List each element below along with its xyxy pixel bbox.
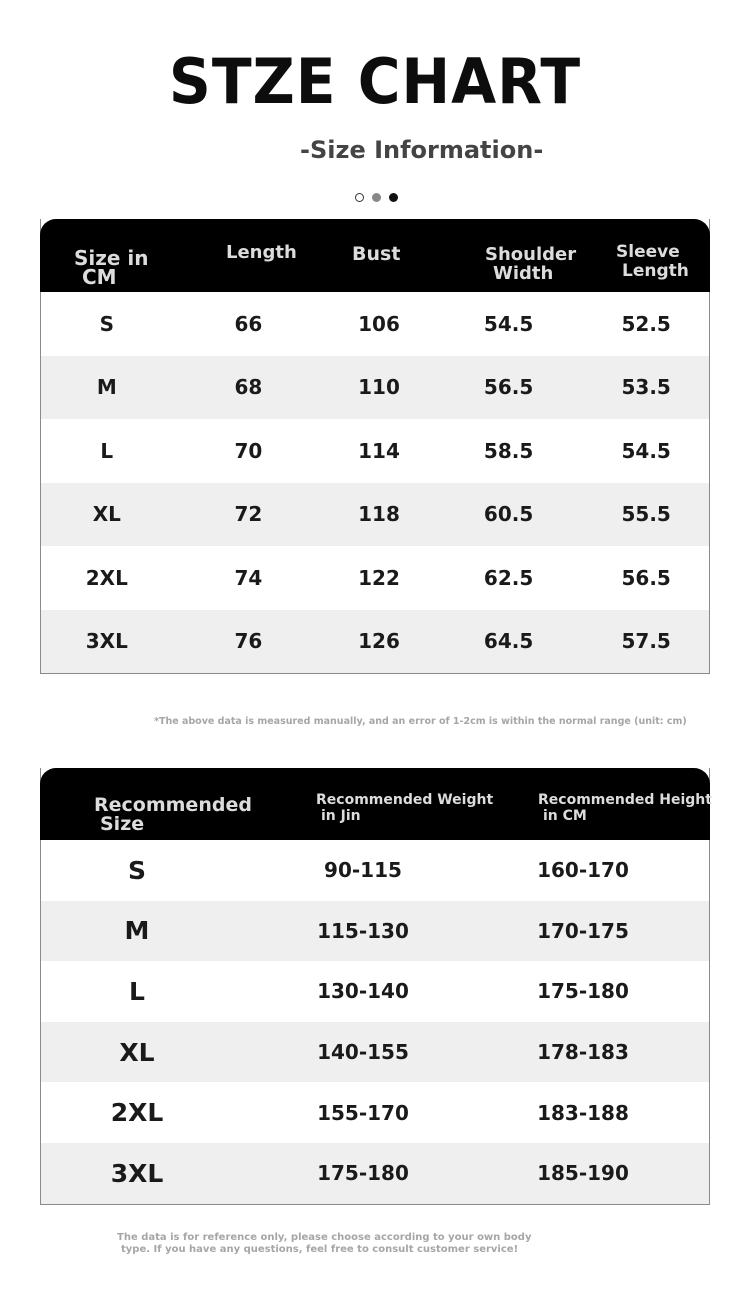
table-row bbox=[41, 961, 709, 1022]
table-row bbox=[41, 356, 709, 420]
page-title: STZE CHART bbox=[168, 45, 582, 118]
page-subtitle: -Size Information- bbox=[300, 136, 544, 164]
table-cell: 115-130 bbox=[317, 918, 409, 943]
header-length bbox=[226, 243, 297, 262]
table-cell: 54.5 bbox=[621, 438, 671, 463]
table-row bbox=[41, 483, 709, 547]
dot-indicator bbox=[355, 193, 364, 202]
measurement-note: *The above data is measured manually, and an error of 1-2cm is within the normal range (unit: cm) bbox=[154, 716, 687, 727]
table-cell: 56.5 bbox=[621, 565, 671, 590]
header-size bbox=[74, 246, 149, 289]
table-cell: 3XL bbox=[85, 629, 128, 654]
reference-note-line2: type. If you have any questions, feel free to consult customer service! bbox=[121, 1244, 519, 1255]
carousel-dots bbox=[355, 193, 398, 202]
recommend-table bbox=[40, 768, 710, 1205]
table-cell: 126 bbox=[358, 629, 400, 654]
table-cell: 70 bbox=[234, 438, 263, 463]
header-sleeve-length bbox=[616, 243, 689, 281]
header-recommended-size bbox=[94, 796, 252, 834]
table-cell: 62.5 bbox=[483, 565, 534, 590]
header-length-line1: Length bbox=[226, 242, 297, 263]
header-rec-size-line1: Recommended bbox=[94, 794, 252, 816]
table-row bbox=[41, 840, 709, 901]
table-cell: 106 bbox=[358, 311, 400, 336]
table-cell: 60.5 bbox=[483, 502, 534, 527]
table-cell: 118 bbox=[358, 502, 400, 527]
recommend-table-header bbox=[40, 768, 710, 840]
table-cell: 72 bbox=[234, 502, 263, 527]
table-cell: 54.5 bbox=[483, 311, 534, 336]
table-cell: 55.5 bbox=[621, 502, 671, 527]
table-cell: 170-175 bbox=[537, 918, 629, 943]
header-bust bbox=[352, 245, 400, 264]
table-cell: XL bbox=[119, 1037, 155, 1067]
table-cell: 56.5 bbox=[483, 375, 534, 400]
header-recommended-weight bbox=[316, 792, 493, 824]
header-size-line1: Size in bbox=[74, 246, 149, 270]
table-cell: 52.5 bbox=[621, 311, 671, 336]
recommend-table-body bbox=[41, 840, 709, 1204]
header-rec-weight-line1: Recommended Weight bbox=[316, 792, 494, 808]
header-rec-size-line2: Size bbox=[100, 813, 145, 835]
header-sleeve-line2: Length bbox=[622, 261, 689, 281]
header-rec-height-line1: Recommended Height bbox=[538, 792, 712, 808]
table-cell: 2XL bbox=[85, 565, 128, 590]
size-table-header bbox=[40, 219, 710, 292]
table-cell: 114 bbox=[358, 438, 400, 463]
table-cell: 130-140 bbox=[317, 979, 409, 1004]
header-rec-height-line2: in CM bbox=[543, 808, 587, 824]
table-cell: 66 bbox=[234, 311, 263, 336]
table-row bbox=[41, 1082, 709, 1143]
table-cell: 178-183 bbox=[537, 1040, 629, 1065]
header-sleeve-line1: Sleeve bbox=[616, 242, 680, 262]
table-cell: L bbox=[100, 438, 114, 463]
table-cell: 175-180 bbox=[317, 1161, 409, 1186]
table-cell: M bbox=[124, 916, 150, 946]
table-cell: S bbox=[99, 311, 114, 336]
header-rec-weight-line2: in Jin bbox=[321, 808, 361, 824]
size-table-body bbox=[41, 292, 709, 673]
table-cell: 155-170 bbox=[317, 1100, 409, 1125]
table-cell: L bbox=[129, 976, 145, 1006]
table-cell: 185-190 bbox=[537, 1161, 629, 1186]
table-cell: S bbox=[127, 855, 146, 885]
table-cell: 57.5 bbox=[621, 629, 671, 654]
header-recommended-height bbox=[538, 792, 712, 824]
reference-note-line1: The data is for reference only, please choose according to your own body bbox=[117, 1232, 532, 1243]
dot-indicator bbox=[389, 193, 398, 202]
size-table bbox=[40, 219, 710, 674]
table-cell: 183-188 bbox=[537, 1100, 629, 1125]
header-bust-line1: Bust bbox=[352, 243, 401, 265]
table-cell: 140-155 bbox=[317, 1040, 409, 1065]
table-cell: 110 bbox=[358, 375, 400, 400]
table-cell: 90-115 bbox=[324, 858, 402, 883]
header-shoulder-width bbox=[485, 245, 576, 283]
table-cell: 175-180 bbox=[537, 979, 629, 1004]
table-cell: 2XL bbox=[110, 1098, 164, 1128]
table-cell: 64.5 bbox=[483, 629, 534, 654]
table-cell: 160-170 bbox=[537, 858, 629, 883]
table-row bbox=[41, 1143, 709, 1204]
table-cell: 76 bbox=[234, 629, 263, 654]
table-row bbox=[41, 419, 709, 483]
table-cell: 3XL bbox=[110, 1158, 164, 1188]
table-row bbox=[41, 546, 709, 610]
table-cell: 53.5 bbox=[621, 375, 671, 400]
table-row bbox=[41, 901, 709, 962]
table-row bbox=[41, 292, 709, 356]
table-cell: M bbox=[96, 375, 117, 400]
header-size-line2: CM bbox=[82, 265, 117, 289]
table-row bbox=[41, 1022, 709, 1083]
reference-note bbox=[117, 1232, 587, 1256]
header-shoulder-line2: Width bbox=[493, 263, 554, 284]
header-shoulder-line1: Shoulder bbox=[485, 244, 577, 265]
table-cell: 74 bbox=[234, 565, 263, 590]
table-cell: 122 bbox=[358, 565, 400, 590]
dot-indicator bbox=[372, 193, 381, 202]
table-cell: 58.5 bbox=[483, 438, 534, 463]
table-row bbox=[41, 610, 709, 674]
table-cell: 68 bbox=[234, 375, 263, 400]
table-cell: XL bbox=[92, 502, 121, 527]
